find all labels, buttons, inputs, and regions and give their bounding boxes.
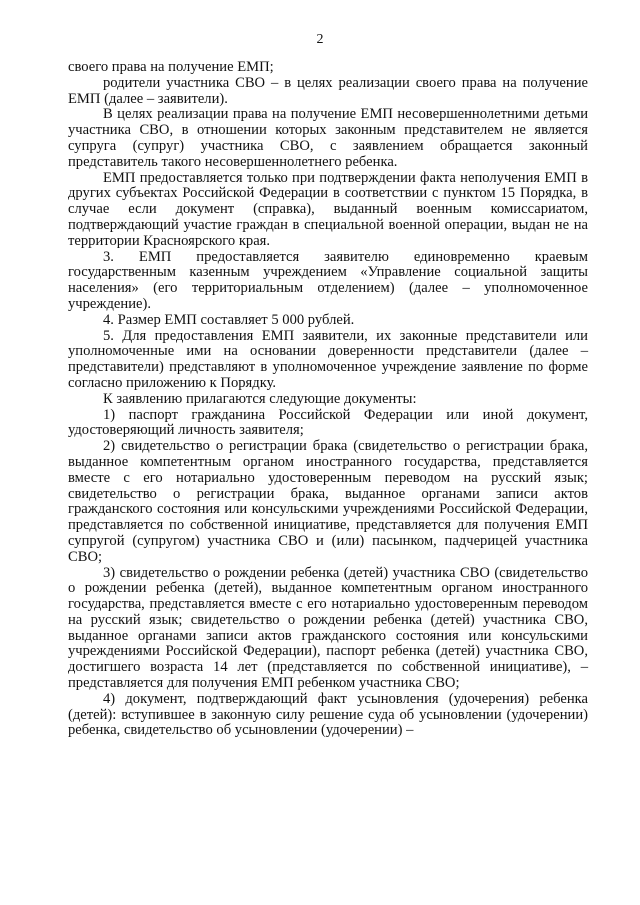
- document-body: [68, 60, 588, 739]
- paragraph-continuation: своего права на получение ЕМП;: [68, 59, 274, 75]
- paragraph-item-4: 4. Размер ЕМП составляет 5 000 рублей.: [103, 311, 355, 328]
- paragraph-minor-children: В целях реализации права на получение ЕМП несовершеннолетними детьми участника СВО, в отношении которых законным представителем не является супруга (супруг) участника СВО, с заявлением обращается законный представитель такого несовершеннолетнего ребенка.: [68, 106, 588, 170]
- paragraph-doc-3: 3) свидетельство о рождении ребенка (детей) участника СВО (свидетельство о рождении ребенка (детей), выданное компетентным органом иностранного государства, представляется вместе с его нотариально удостоверенным переводом на русский язык; свидетельство о рождении ребенка (детей) участника СВО, выданное органами записи актов гражданского состояния или консульскими учреждениями Российской Федерации), паспорт ребенка (детей) участника СВО, достигшего возраста 14 лет (представляется по собственной инициативе), – представляется для получения ЕМП ребенком участника СВО;: [68, 564, 588, 692]
- paragraph-parents: родители участника СВО – в целях реализации своего права на получение ЕМП (далее – заявители).: [68, 74, 588, 107]
- paragraph-doc-1: 1) паспорт гражданина Российской Федерации или иной документ, удостоверяющий личность заявителя;: [68, 406, 588, 439]
- paragraph-doc-4: 4) документ, подтверждающий факт усыновления (удочерения) ребенка (детей): вступившее в законную силу решение суда об усыновлении (удочерении) ребенка, свидетельство об усыновлении (удочерении) –: [68, 690, 588, 739]
- page-number: 2: [316, 32, 324, 47]
- paragraph-doc-2: 2) свидетельство о регистрации брака (свидетельство о регистрации брака, выданное компетентным органом иностранного государства, представляется вместе с его нотариально удостоверенным переводом на русский язык; свидетельство о регистрации брака, выданное органами записи актов гражданского состояния или консульскими учреждениями Российской Федерации, представляется по собственной инициативе, представляется для получения ЕМП супругой (супругом) участника СВО и (или) пасынком, падчерицей участника СВО;: [68, 438, 588, 565]
- paragraph-item-3: 3. ЕМП предоставляется заявителю единовременно краевым государственным казенным учреждением «Управление социальной защиты населения» (его территориальным отделением) (далее – уполномоченное учреждение).: [68, 248, 588, 312]
- paragraph-emp-condition: ЕМП предоставляется только при подтверждении факта неполучения ЕМП в других субъектах Российской Федерации в соответствии с пунктом 15 Порядка, в случае если документ (справка), выданный военным комиссариатом, подтверждающий участие граждан в специальной военной операции, выдан не на территории Красноярского края.: [68, 169, 588, 249]
- paragraph-documents-intro: К заявлению прилагаются следующие документы:: [103, 390, 417, 407]
- paragraph-item-5: 5. Для предоставления ЕМП заявители, их законные представители или уполномоченные ими на основании доверенности представители (далее – представители) представляют в уполномоченное учреждение заявление по форме согласно приложению к Порядку.: [68, 327, 588, 391]
